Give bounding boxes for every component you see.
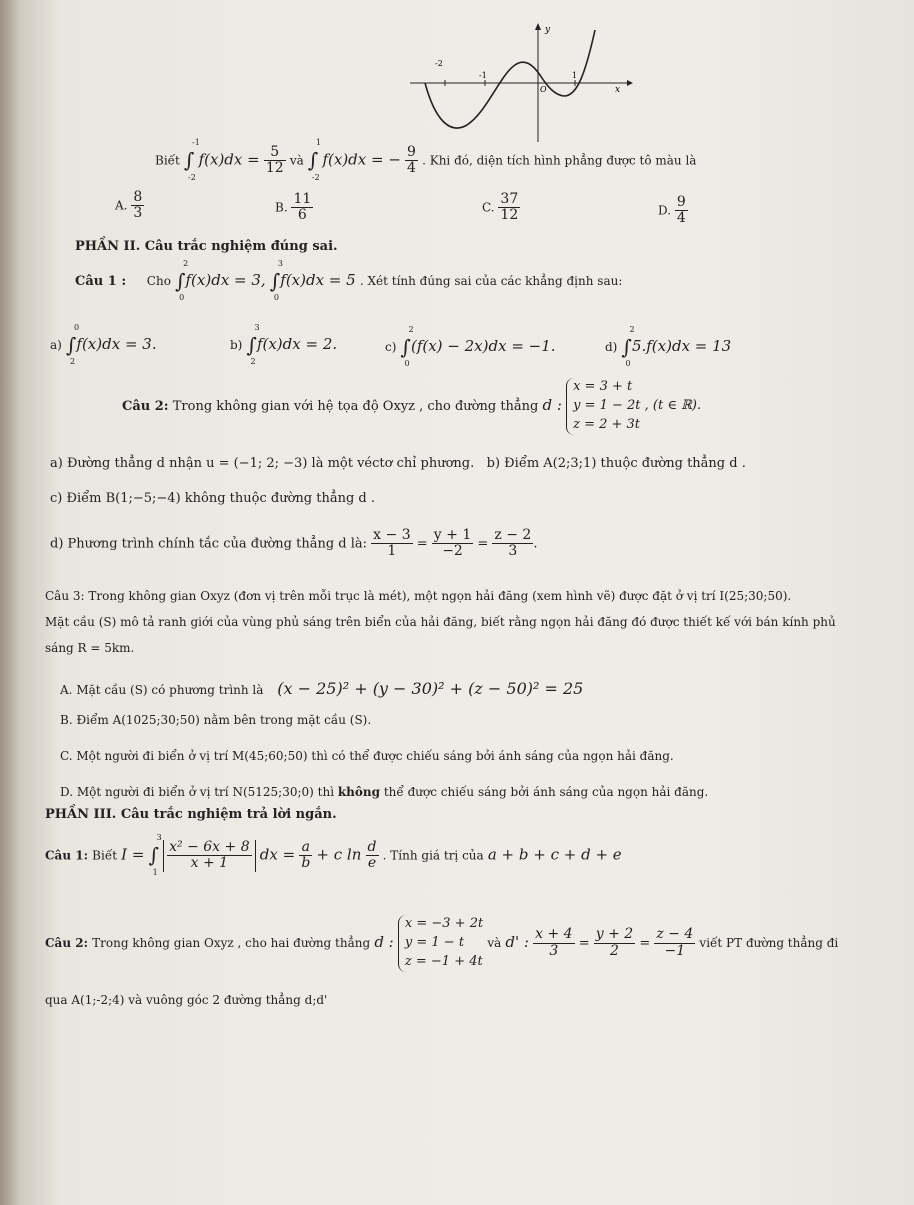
p2-q3-C[interactable]: C. Một người đi biển ở vị trí M(45;60;50) thì có thể được chiếu sáng bởi ánh sáng của ngọn hải đăng.: [60, 749, 674, 763]
integral-sign: ∫ -1 -2: [184, 138, 200, 182]
part2-heading: PHẦN II. Câu trắc nghiệm đúng sai.: [75, 239, 338, 254]
p2-q3-line1: Câu 3: Trong không gian Oxyz (đơn vị trên mỗi trục là mét), một ngọn hải đăng (xem hình vẽ) được đặt ở vị trí I(25;30;50).: [45, 589, 792, 603]
x-axis-label: x: [615, 85, 621, 95]
p2-q3-D[interactable]: D. Một người đi biển ở vị trí N(5125;30;0) thì không thể được chiếu sáng bởi ánh sáng của ngọn hải đăng.: [60, 785, 709, 799]
p2-q3-B[interactable]: B. Điểm A(1025;30;50) nằm bên trong mặt cầu (S).: [60, 713, 372, 727]
option-d[interactable]: D. $\frac{9}{4}$: [658, 194, 686, 227]
option-c[interactable]: C. $\frac{37}{12}$: [482, 191, 519, 224]
tick-neg2: -2: [435, 59, 443, 68]
p2-q2-d[interactable]: d) Phương trình chính tắc của đường thẳng d là: $\frac{x - 3}{1}$ = $\frac{y + 1}{-2}$ = $\frac{z - 2}{3}$ .: [50, 527, 538, 560]
tick-neg1: -1: [479, 71, 487, 80]
option-b[interactable]: B. $\frac{11}{6}$: [275, 191, 312, 224]
p2-q1-a[interactable]: a) ∫ 0 2 f(x)dx = 3.: [50, 323, 157, 367]
option-a[interactable]: A. $\frac{8}{3}$: [115, 189, 143, 222]
p3-q2-line2: qua A(1;-2;4) và vuông góc 2 đường thẳng d;d': [45, 993, 328, 1007]
p2-q3-A[interactable]: A. Mặt cầu (S) có phương trình là (x − 25)² + (y − 30)² + (z − 50)² = 25: [60, 679, 584, 698]
p2-q2-stem: Câu 2: Trong không gian với hệ tọa độ Oxyz , cho đường thẳng d : x = 3 + t y = 1 − 2t , (t ∈ ℝ). z = 2 + 3t: [122, 378, 701, 435]
p2-q2-c[interactable]: c) Điểm B(1;−5;−4) không thuộc đường thẳng d .: [50, 491, 375, 506]
area-question: Biết ∫ -1 -2 f(x)dx = $\frac{5}{12}$ và ∫ 1 -2 f(x)dx = − $\frac{9}{4}$ . Khi đó, diện tích hình phẳng được tô màu là: [155, 138, 697, 182]
p2-q1-d[interactable]: d) ∫ 2 0 5.f(x)dx = 13: [605, 325, 732, 369]
p2-q3-line2: Mặt cầu (S) mô tả ranh giới của vùng phủ sáng trên biển của hải đăng, biết rằng ngọn hải đăng đó được thiết kế với bán kính phủ: [45, 615, 836, 629]
p3-q1: Câu 1: Biết I = ∫ 3 1 $\frac{\text{x² − 6x + 8}}{x + 1}$ dx = $\frac{a}{b}$ + c ln $\frac{d}{e}$ . Tính giá trị của a + b + c + d + e: [45, 833, 622, 877]
p3-q2: Câu 2: Trong không gian Oxyz , cho hai đường thẳng d : x = −3 + 2t y = 1 − t z = −1 + 4t và d' : $\frac{x + 4}{3}$ = $\frac{y + 2}{2}$ = $\frac{z - 4}{-1}$ viết PT đường thẳng đi: [45, 915, 838, 972]
p2-q1-c[interactable]: c) ∫ 2 0 (f(x) − 2x)dx = −1.: [385, 325, 556, 369]
y-axis-label: y: [545, 25, 551, 35]
p2-q1-stem: Câu 1 : Cho ∫ 2 0 f(x)dx = 3, ∫ 3 0 f(x)dx = 5 . Xét tính đúng sai của các khẳng định sau:: [75, 259, 623, 303]
origin-label: O: [540, 85, 547, 94]
p2-q3-line3: sáng R = 5km.: [45, 641, 135, 655]
line-system: x = 3 + t y = 1 − 2t , (t ∈ ℝ). z = 2 + 3t: [566, 378, 701, 435]
p2-q1-b[interactable]: b) ∫ 3 2 f(x)dx = 2.: [230, 323, 338, 367]
integral-sign: ∫ 1 -2: [307, 138, 321, 182]
part3-heading: PHẦN III. Câu trắc nghiệm trả lời ngắn.: [45, 807, 337, 822]
tick-1: 1: [572, 71, 578, 80]
function-graph: [405, 20, 635, 145]
p2-q2-ab[interactable]: a) Đường thẳng d nhận u = (−1; 2; −3) là một véctơ chỉ phương. b) Điểm A(2;3;1) thuộc đường thẳng d .: [50, 456, 746, 471]
